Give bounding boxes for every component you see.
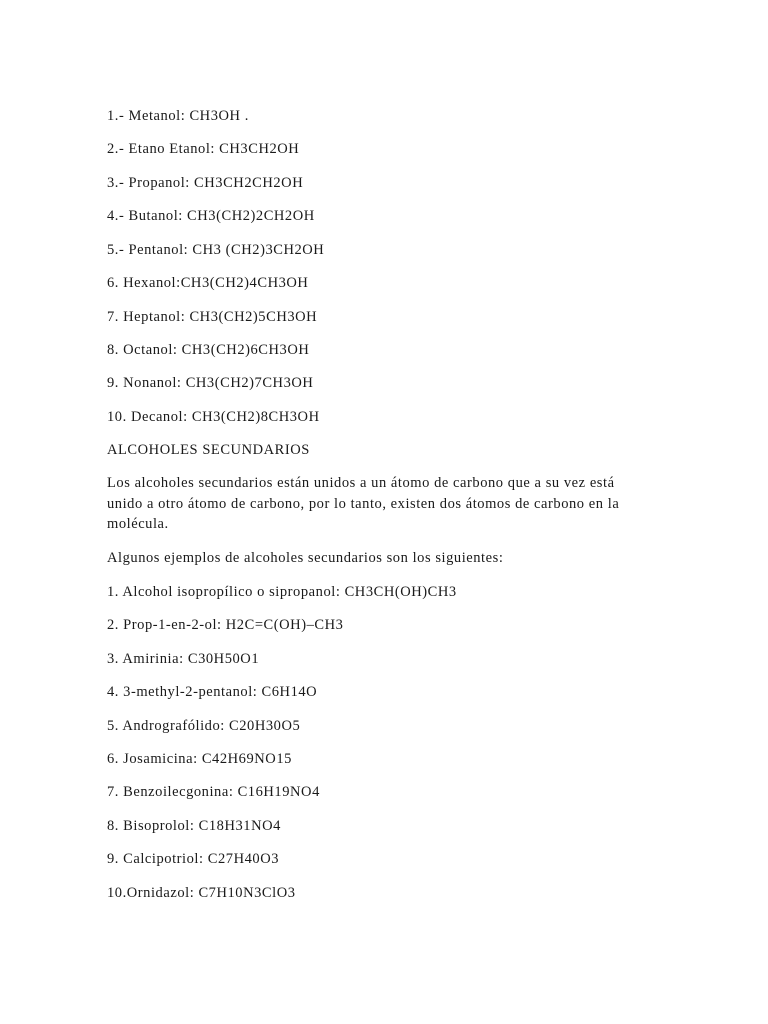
examples-intro: Algunos ejemplos de alcoholes secundarios son los siguientes:	[107, 550, 504, 566]
list-item-primario-9: 9. Nonanol: CH3(CH2)7CH3OH	[107, 375, 314, 391]
list-item-primario-7: 7. Heptanol: CH3(CH2)5CH3OH	[107, 309, 318, 325]
list-item-primario-1: 1.- Metanol: CH3OH .	[107, 108, 249, 124]
list-item-secundario-1: 1. Alcohol isopropílico o sipropanol: CH3CH(OH)CH3	[107, 584, 457, 600]
list-item-secundario-7: 7. Benzoilecgonina: C16H19NO4	[107, 784, 320, 800]
list-item-secundario-6: 6. Josamicina: C42H69NO15	[107, 751, 292, 767]
list-item-secundario-8: 8. Bisoprolol: C18H31NO4	[107, 818, 281, 834]
section-heading-secundarios: ALCOHOLES SECUNDARIOS	[107, 442, 310, 458]
list-item-secundario-10: 10.Ornidazol: C7H10N3ClO3	[107, 885, 296, 901]
list-item-primario-3: 3.- Propanol: CH3CH2CH2OH	[107, 175, 304, 191]
description-line-2: unido a otro átomo de carbono, por lo tanto, existen dos átomos de carbono en la	[107, 495, 620, 512]
list-item-primario-4: 4.- Butanol: CH3(CH2)2CH2OH	[107, 208, 315, 224]
list-item-secundario-3: 3. Amirinia: C30H50O1	[107, 651, 260, 667]
list-item-secundario-4: 4. 3-methyl-2-pentanol: C6H14O	[107, 684, 318, 700]
list-item-secundario-5: 5. Andrografólido: C20H30O5	[107, 718, 301, 734]
description-line-3: molécula.	[107, 516, 169, 532]
list-item-secundario-9: 9. Calcipotriol: C27H40O3	[107, 851, 280, 867]
list-item-primario-5: 5.- Pentanol: CH3 (CH2)3CH2OH	[107, 242, 325, 258]
list-item-secundario-2: 2. Prop-1-en-2-ol: H2C=C(OH)–CH3	[107, 617, 344, 633]
list-item-primario-2: 2.- Etano Etanol: CH3CH2OH	[107, 141, 300, 157]
list-item-primario-8: 8. Octanol: CH3(CH2)6CH3OH	[107, 342, 310, 358]
description-line-1: Los alcoholes secundarios están unidos a un átomo de carbono que a su vez está	[107, 475, 615, 491]
list-item-primario-6: 6. Hexanol:CH3(CH2)4CH3OH	[107, 275, 309, 291]
list-item-primario-10: 10. Decanol: CH3(CH2)8CH3OH	[107, 409, 320, 425]
secundarios-description	[107, 473, 682, 535]
